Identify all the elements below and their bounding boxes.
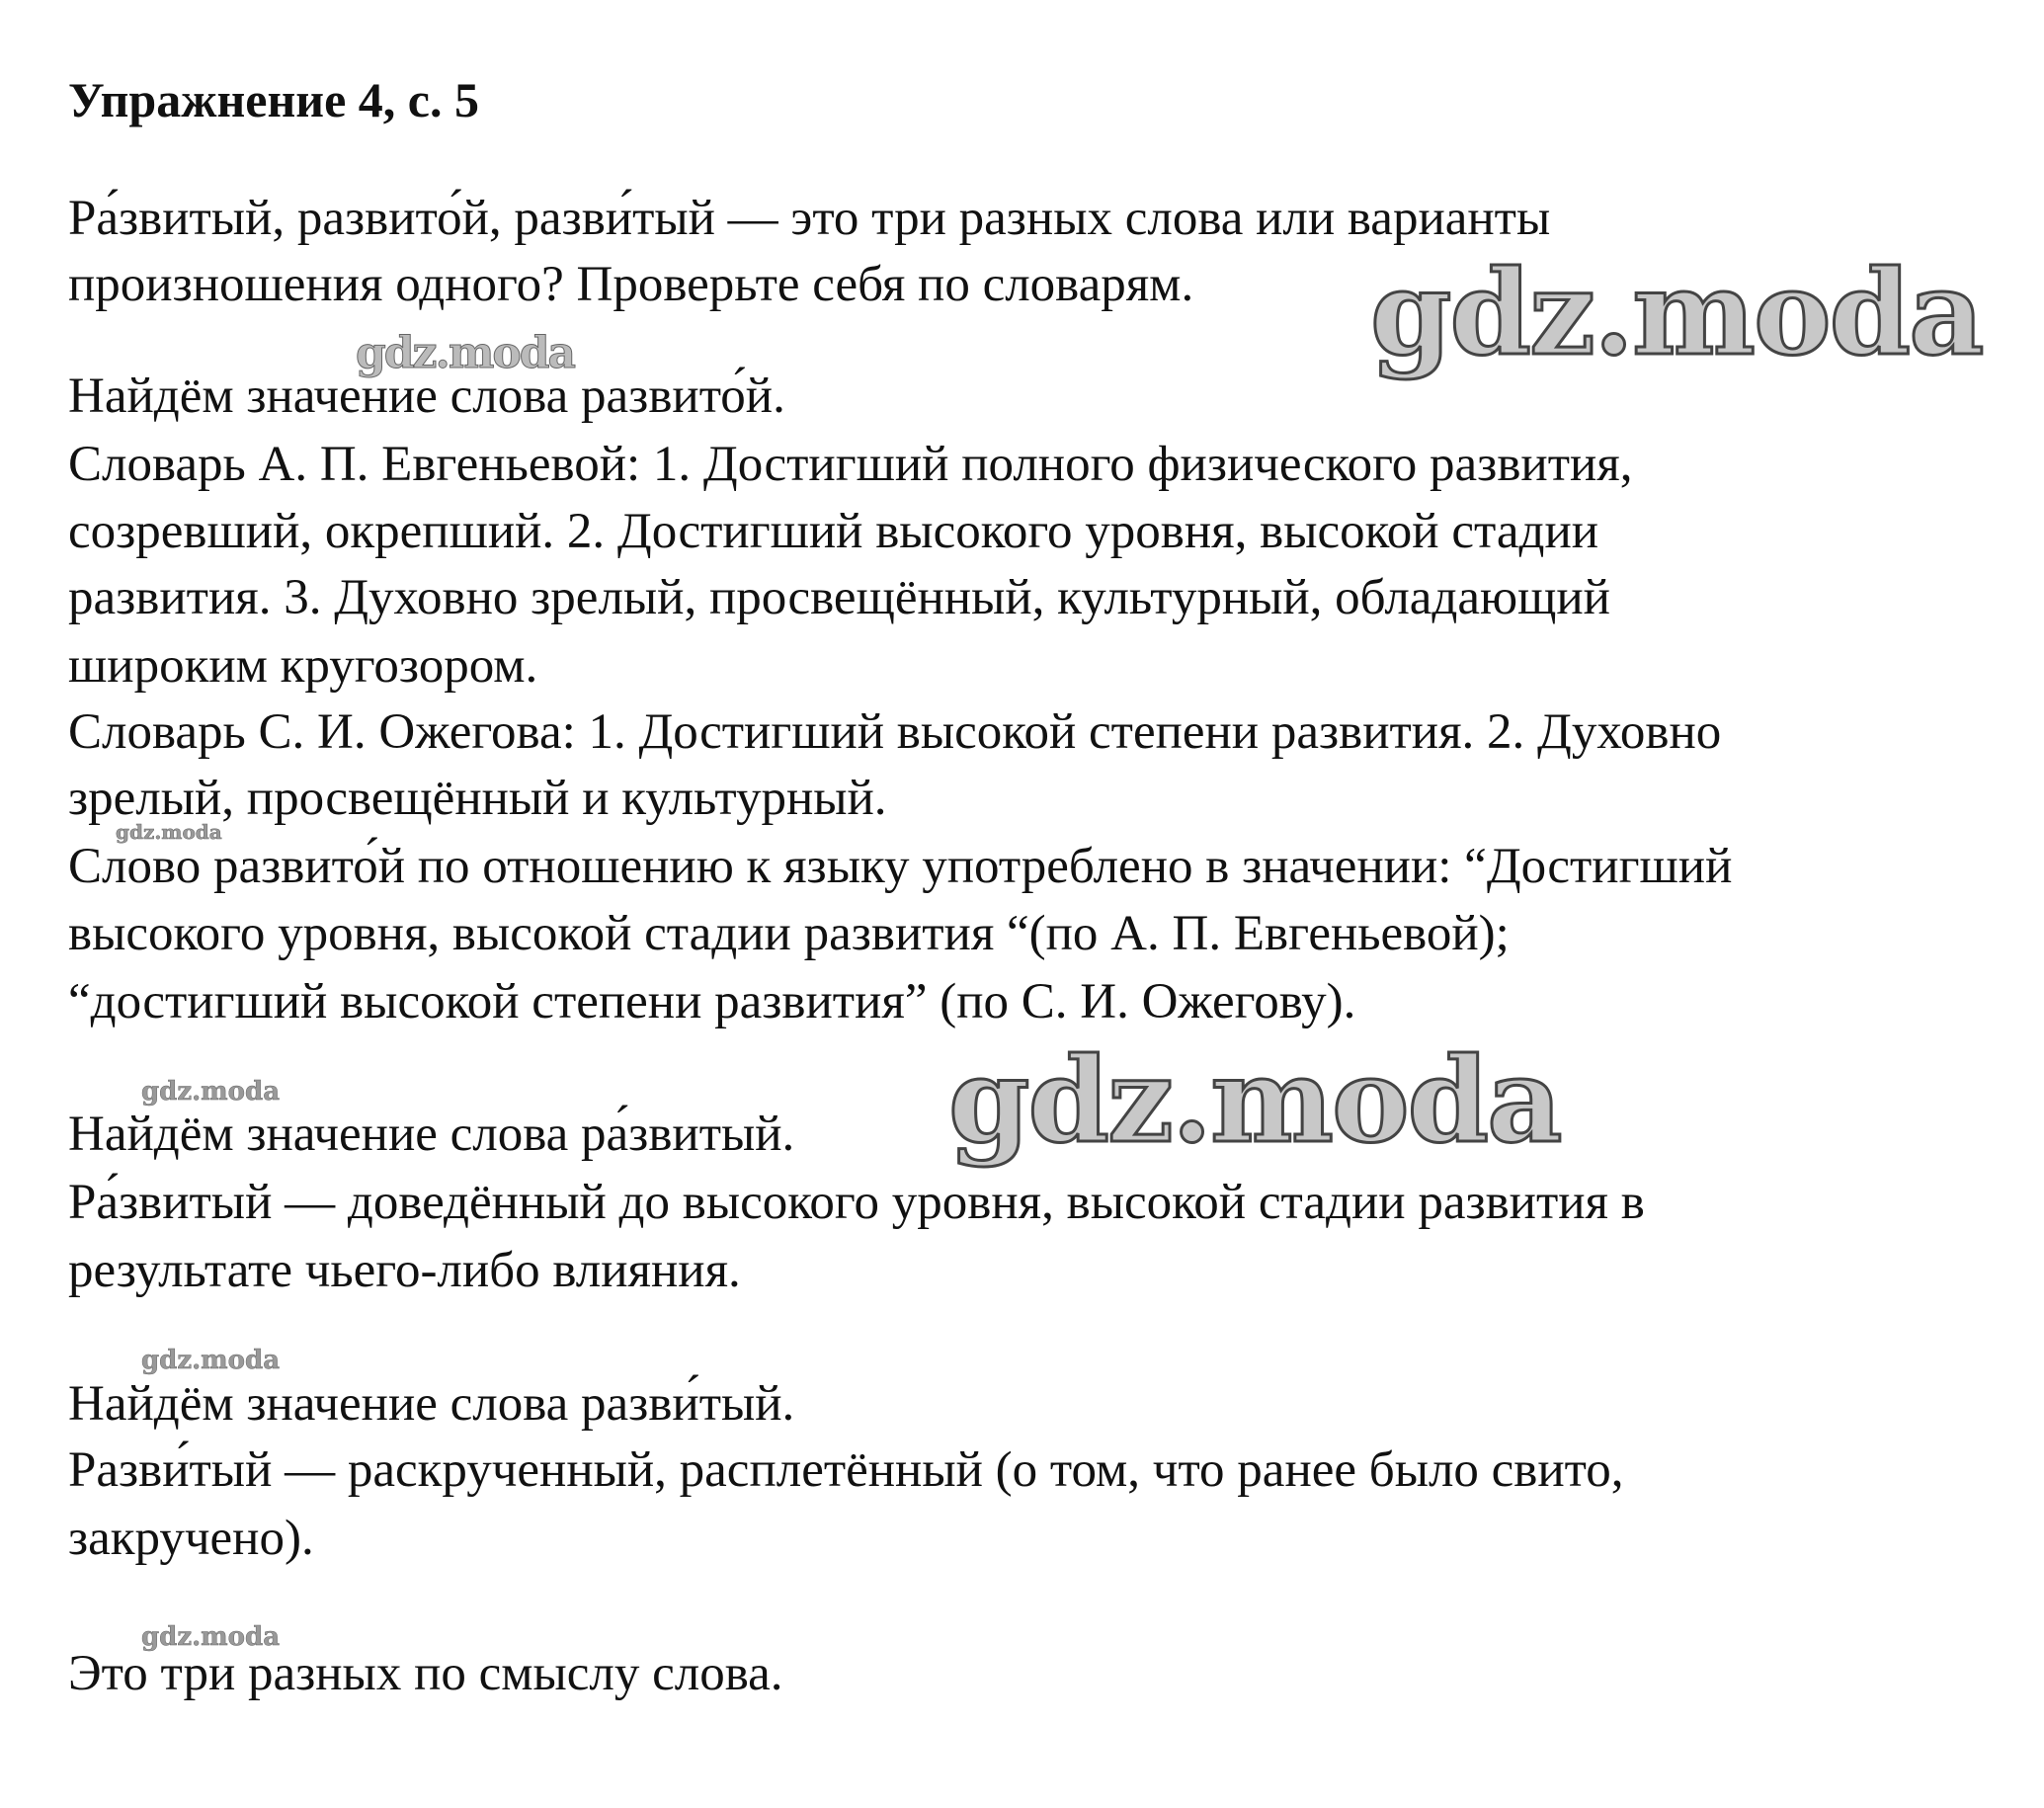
- text-line: Это три разных по смыслу слова.: [68, 1646, 783, 1701]
- text-line: Ра́звитый — доведённый до высокого уровня, высокой стадии развития в: [68, 1175, 1645, 1230]
- text-line: созревший, окрепший. 2. Достигший высокого уровня, высокой стадии: [68, 504, 1599, 559]
- text-line: Ра́звитый, развито́й, разви́тый — это три разных слова или варианты: [68, 191, 1551, 246]
- watermark: gdz.moda: [141, 1077, 281, 1107]
- text-line: “достигший высокой степени развития” (по С. И. Ожегову).: [68, 974, 1356, 1029]
- text-line: Найдём значение слова ра́звитый.: [68, 1107, 795, 1162]
- text-line: широким кругозором.: [68, 638, 538, 694]
- text-line: высокого уровня, высокой стадии развития “(по А. П. Евгеньевой);: [68, 906, 1510, 961]
- text-line: зрелый, просвещённый и культурный.: [68, 771, 887, 826]
- watermark: gdz.moda: [356, 328, 575, 378]
- text-line: развития. 3. Духовно зрелый, просвещённый, культурный, обладающий: [68, 570, 1610, 625]
- text-line: Словарь А. П. Евгеньевой: 1. Достигший полного физического развития,: [68, 437, 1633, 492]
- watermark: gdz.moda: [948, 1031, 1561, 1169]
- text-line: Слово развито́й по отношению к языку употреблено в значении: “Достигший: [68, 839, 1733, 894]
- text-line: закручено).: [68, 1511, 314, 1566]
- text-line: результате чьего-либо влияния.: [68, 1243, 741, 1298]
- text-line: произношения одного? Проверьте себя по словарям.: [68, 257, 1194, 312]
- text-line: Словарь С. И. Ожегова: 1. Достигший высокой степени развития. 2. Духовно: [68, 704, 1722, 760]
- watermark: gdz.moda: [141, 1622, 281, 1652]
- text-line: Найдём значение слова развито́й.: [68, 369, 785, 424]
- text-line: Разви́тый — раскрученный, расплетённый (о том, что ранее было свито,: [68, 1442, 1624, 1498]
- watermark: gdz.moda: [141, 1346, 281, 1375]
- watermark: gdz.moda: [1370, 244, 1983, 381]
- watermark: gdz.moda: [116, 820, 222, 844]
- exercise-title: Упражнение 4, с. 5: [68, 72, 479, 127]
- text-line: Найдём значение слова разви́тый.: [68, 1376, 795, 1432]
